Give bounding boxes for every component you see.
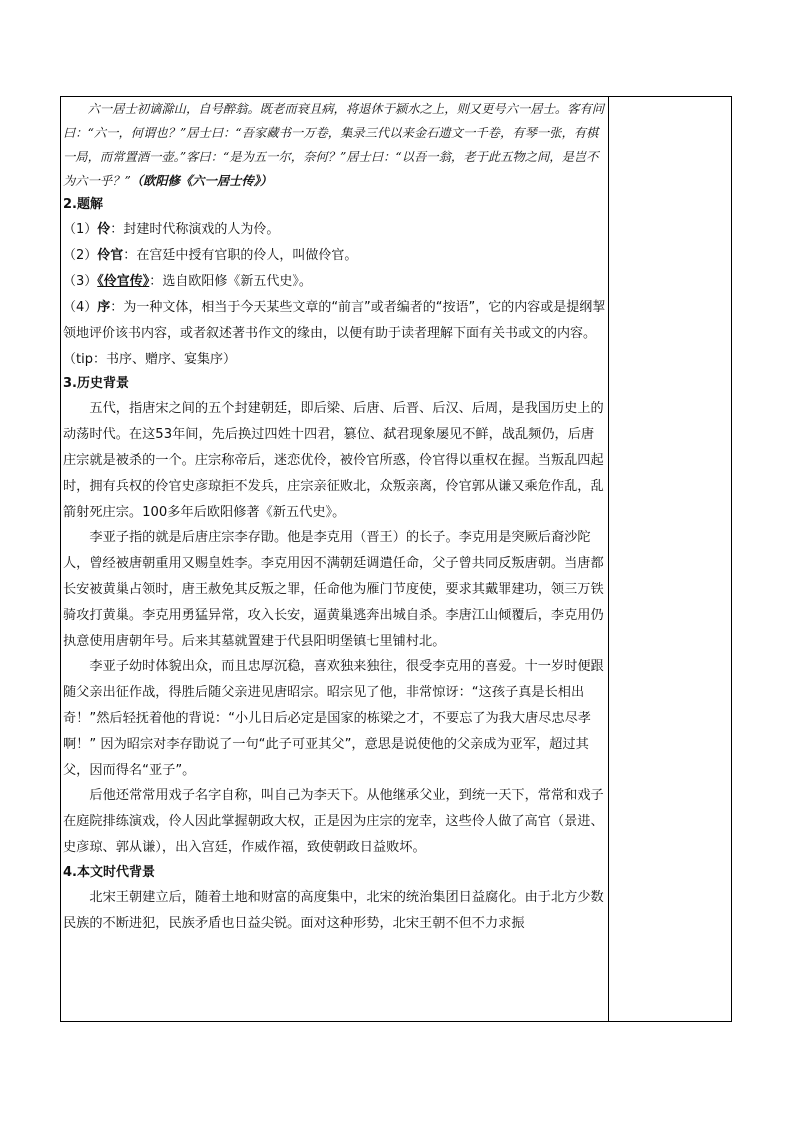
era-paragraph-1: 北宋王朝建立后，随着土地和财富的高度集中，北宋的统治集团日益腐化。由于北方少数民族的不断进犯，民族矛盾也日益尖锐。面对这种形势，北宋王朝不但不力求振 — [63, 889, 604, 931]
term-desc: 为一种文体，相当于今天某些文章的“前言”或者编者的“按语”，它的内容或是提纲挈领地评价该书内容，或者叙述著书作文的缘由，以便有助于读者理解下面有关书或文的内容。（tip：书序、赠序、宴集序） — [63, 300, 606, 367]
term-item-3: （3）《伶官传》：选自欧阳修《新五代史》。 — [63, 274, 312, 289]
content-table — [60, 96, 732, 1022]
term-item-2: （2）伶官：在宫廷中授有官职的伶人，叫做伶官。 — [63, 248, 358, 263]
section-title-2: 2.题解 — [63, 197, 103, 212]
section-title-3: 3.历史背景 — [63, 376, 129, 392]
history-paragraph-3: 李亚子幼时体貌出众，而且忠厚沉稳，喜欢独来独往，很受李克用的喜爱。十一岁时便跟随父亲出征作战，得胜后随父亲进见唐昭宗。昭宗见了他，非常惊讶：“这孩子真是长相出奇！”然后轻抚着他的背说：“小儿日后必定是国家的栋梁之才，不要忘了为我大唐尽忠尽孝啊！” 因为昭宗对李存勖说了一句“此子可亚其父”，意思是说使他的父亲成为亚军，超过其父，因而得名“亚子”。 — [63, 659, 604, 778]
term-desc: 在宫廷中授有官职的伶人，叫做伶官。 — [136, 248, 358, 263]
term-label: 伶官 — [97, 248, 124, 263]
term-desc: 封建时代称演戏的人为伶。 — [123, 222, 280, 237]
term-label: 伶 — [97, 222, 111, 237]
term-label: 《伶官传》 — [97, 274, 150, 289]
main-cell — [63, 97, 606, 936]
quote-source: （欧阳修《六一居士传》） — [130, 173, 273, 188]
section-title-4: 4.本文时代背景 — [63, 864, 155, 880]
quote-paragraph — [63, 97, 606, 193]
term-item-4: （4）序：为一种文体，相当于今天某些文章的“前言”或者编者的“按语”，它的内容或是提纲挈领地评价该书内容，或者叙述著书作文的缘由，以便有助于读者理解下面有关书或文的内容。（tip：书序、赠序、宴集序） — [63, 300, 606, 367]
history-paragraph-4: 后他还常常用戏子名字自称，叫自己为李天下。从他继承父业，到统一天下，常常和戏子在庭院排练演戏，伶人因此掌握朝政大权，正是因为庄宗的宠幸，这些伶人做了高官（景进、史彦琼、郭从谦），出入宫廷，作威作福，致使朝政日益败坏。 — [63, 788, 604, 855]
term-desc: 选自欧阳修《新五代史》。 — [162, 274, 312, 289]
column-divider — [608, 97, 609, 1021]
quote-text: 六一居士初谪滁山，自号醉翁。既老而衰且病，将退休于颍水之上，则又更号六一居士。客有问曰：“六一，何谓也？”居士曰：“吾家藏书一万卷，集录三代以来金石遗文一千卷，有琴一张，有棋一局，而常置酒一壶。”客曰：“是为五一尔，奈何？”居士曰：“以吾一翁，老于此五物之间，是岂不为六一乎？” — [63, 102, 605, 188]
history-paragraph-1: 五代，指唐宋之间的五个封建朝廷，即后梁、后唐、后晋、后汉、后周，是我国历史上的动荡时代。在这53年间，先后换过四姓十四君，篡位、弑君现象屡见不鲜，战乱频仍，后唐庄宗就是被杀的一个。庄宗称帝后，迷恋优伶，被伶官所惑，伶官得以重权在握。当叛乱四起时，拥有兵权的伶官史彦琼拒不发兵，庄宗亲征败北，众叛亲离，伶官郭从谦又乘危作乱，乱箭射死庄宗。100多年后欧阳修著《新五代史》。 — [63, 401, 604, 520]
term-item-1: （1）伶：封建时代称演戏的人为伶。 — [63, 222, 280, 237]
term-label: 序 — [97, 300, 111, 315]
history-paragraph-2: 李亚子指的就是后唐庄宗李存勖。他是李克用（晋王）的长子。李克用是突厥后裔沙陀人，曾经被唐朝重用又赐皇姓李。李克用因不满朝廷调遣任命，父子曾共同反叛唐朝。当唐都长安被黄巢占领时，唐王赦免其反叛之罪，任命他为雁门节度使，要求其戴罪建功，领三万铁骑攻打黄巢。李克用勇猛异常，攻入长安，逼黄巢逃奔出城自杀。李唐江山倾覆后，李克用仍执意使用唐朝年号。后来其墓就置建于代县阳明堡镇七里铺村北。 — [63, 530, 604, 649]
